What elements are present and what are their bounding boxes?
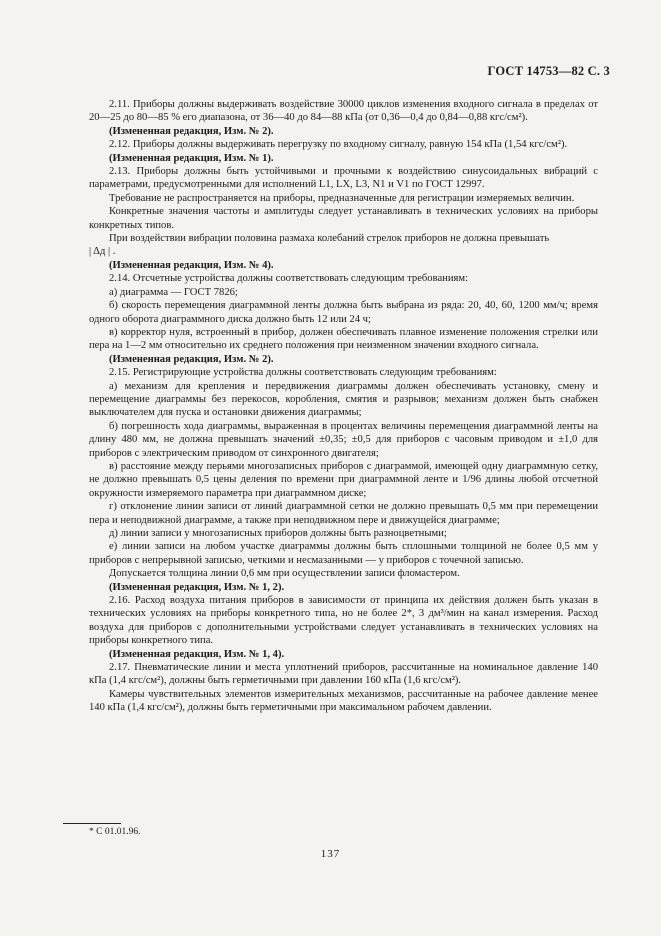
paragraph: в) расстояние между перьями многозаписных приборов с диаграммой, имеющей одну диаграммную сетку, не должно превышать 0,5 цены деления по времени при диаграммной ленте и 1/96 длины любой отсчетной окружности измеряемого параметра при диаграммном диске;: [89, 460, 598, 499]
paragraph: Конкретные значения частоты и амплитуды следует устанавливать в технических условиях на приборы конкретных типов.: [89, 206, 598, 231]
paragraph: в) корректор нуля, встроенный в прибор, должен обеспечивать плавное изменение положения стрелки или пера на 1—2 мм относительно их среднего положения при неизменном значении входного сигнала.: [89, 326, 598, 352]
paragraph: Допускается толщина линии 0,6 мм при осуществлении записи фломастером.: [109, 568, 460, 580]
amendment-note: (Измененная редакция, Изм. № 1, 4).: [109, 648, 285, 660]
amendment-note: (Измененная редакция, Изм. № 2).: [109, 353, 274, 365]
paragraph: д) линии записи у многозаписных приборов должны быть разноцветными;: [109, 528, 447, 539]
paragraph: е) линии записи на любом участке диаграммы должны быть сплошными толщиной не более 0,5 мм у приборов с непрерывной записью, четкими и несмазанными — у приборов с точечной записью.: [89, 541, 598, 566]
footnote-divider: [63, 823, 121, 824]
amendment-note: (Измененная редакция, Изм. № 1, 2).: [109, 581, 285, 593]
footnote: * С 01.01.96.: [89, 827, 141, 837]
page-number: 137: [320, 848, 341, 860]
document-body: [89, 98, 598, 715]
page-header: ГОСТ 14753—82 С. 3: [487, 64, 610, 78]
paragraph: Камеры чувствительных элементов измерительных механизмов, рассчитанные на рабочее давление менее 140 кПа (1,4 кгс/см²), должны быть герметичными при максимальном рабочем давлении.: [89, 688, 598, 714]
paragraph: б) погрешность хода диаграммы, выраженная в процентах величины перемещения диаграммной ленты на длину 480 мм, не должна превышать значений ±0,35; ±0,5 для приборов с часовым приводом и ±1,0 для приборов с электрическим приводом от синхронного двигателя;: [89, 420, 598, 459]
amendment-note: (Измененная редакция, Изм. № 1).: [109, 152, 274, 164]
paragraph: 2.15. Регистрирующие устройства должны соответствовать следующим требованиям:: [109, 367, 497, 379]
paragraph: Требование не распространяется на приборы, предназначенные для регистрации измеряемых величин.: [109, 192, 575, 204]
paragraph: 2.14. Отсчетные устройства должны соответствовать следующим требованиям:: [109, 273, 469, 285]
paragraph: | Δд | .: [89, 246, 116, 258]
paragraph: 2.12. Приборы должны выдерживать перегрузку по входному сигналу, равную 154 кПа (1,54 кгс/см²).: [109, 139, 568, 151]
paragraph: 2.13. Приборы должны быть устойчивыми и прочными к воздействию синусоидальных вибраций с параметрами, предусмотренными для исполнений L1, LX, L3, N1 и V1 по ГОСТ 12997.: [89, 166, 598, 191]
amendment-note: (Измененная редакция, Изм. № 4).: [109, 259, 274, 271]
paragraph: 2.16. Расход воздуха питания приборов в зависимости от принципа их действия должен быть указан в технических условиях на приборы конкретного типа, но не более 2*, 3 дм³/мин на канал измерения. Расход воздуха для приборов с дополнительными устройствами следует устанавливать в технических условиях на приборы конкретного типа.: [89, 595, 598, 647]
paragraph: б) скорость перемещения диаграммной ленты должна быть выбрана из ряда: 20, 40, 60, 1200 мм/ч; время одного оборота диаграммного диска должно быть 12 или 24 ч;: [89, 300, 598, 325]
paragraph: 2.11. Приборы должны выдерживать воздействие 30000 циклов изменения входного сигнала в пределах от 20—25 до 80—85 % его диапазона, от 36—40 до 84—88 кПа (от 0,36—0,4 до 0,84—0,88 кгс/см²).: [89, 99, 598, 124]
amendment-note: (Измененная редакция, Изм. № 2).: [109, 125, 274, 137]
paragraph: а) механизм для крепления и передвижения диаграммы должен обеспечивать установку, смену и перемещение диаграммы без перекосов, коробления, смятия и разрывов; механизм должен быть снабжен выключателем для пуска и остановки движения диаграммы;: [89, 380, 598, 419]
paragraph: 2.17. Пневматические линии и места уплотнений приборов, рассчитанные на номинальное давление 140 кПа (1,4 кгс/см²), должны быть герметичными при давлении 160 кПа (1,6 кгс/см²).: [89, 662, 598, 687]
paragraph: При воздействии вибрации половина размаха колебаний стрелок приборов не должна превышать: [109, 233, 550, 245]
paragraph: а) диаграмма — ГОСТ 7826;: [109, 286, 238, 298]
paragraph: г) отклонение линии записи от линий диаграммной сетки не должно превышать 0,5 мм при перемещении пера и неподвижной диаграмме, а также при неподвижном пере и движущейся диаграмме;: [89, 501, 598, 526]
